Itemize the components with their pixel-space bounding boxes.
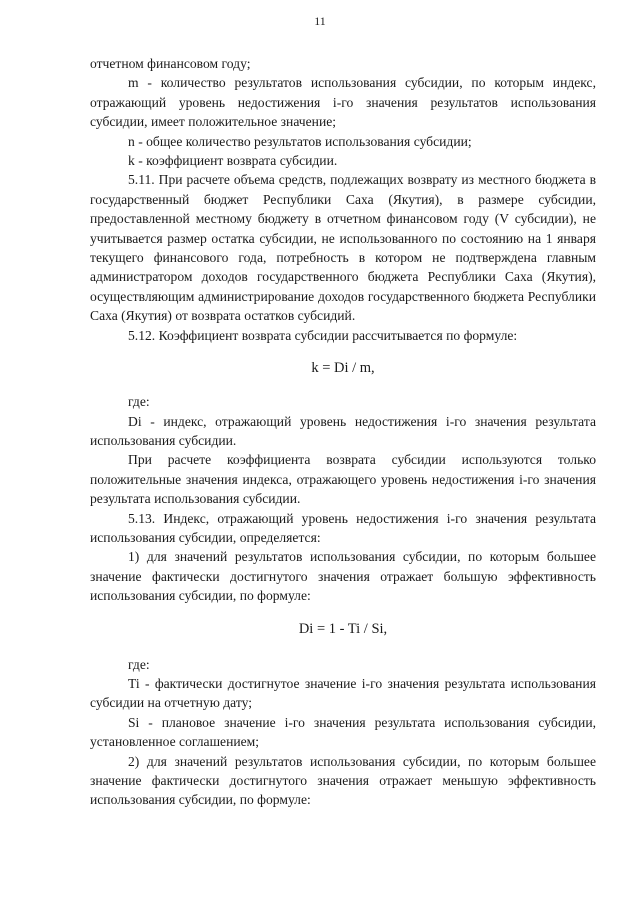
where-label-2: где: (128, 656, 150, 672)
paragraph-n-definition: n - общее количество результатов использования субсидии; (128, 133, 472, 149)
paragraph-5-13: 5.13. Индекс, отражающий уровень недостижения i-го значения результата использования субсидии, определяется: (90, 510, 596, 545)
paragraph-k-definition: k - коэффициент возврата субсидии. (128, 153, 338, 169)
paragraph-positive-values: При расчете коэффициента возврата субсидии используются только положительные значения индекса, отражающего уровень недостижения i-го значения результата использования субсидии. (90, 452, 596, 507)
paragraph-5-12: 5.12. Коэффициент возврата субсидии рассчитывается по формуле: (128, 327, 518, 343)
paragraph-case-1: 1) для значений результатов использования субсидии, по которым большее значение фактически достигнутого значения отражает большую эффективность использования субсидии, по формуле: (90, 549, 596, 604)
document-body (90, 54, 596, 810)
formula-di: Di = 1 - Ti / Si, (298, 620, 388, 637)
paragraph-m-definition: m - количество результатов использования субсидии, по которым индекс, отражающий уровень недостижения i-го значения результатов использования субсидии, имеет положительное значение; (90, 75, 596, 130)
where-label-1: где: (128, 394, 150, 410)
formula-k: k = Di / m, (311, 360, 375, 377)
paragraph-ti-definition: Ti - фактически достигнутое значение i-го значения результата использования субсидии на отчетную дату; (90, 675, 596, 711)
paragraph-di-definition: Di - индекс, отражающий уровень недостижения i-го значения результата использования субсидии. (90, 413, 596, 448)
paragraph-5-11: 5.11. При расчете объема средств, подлежащих возврату из местного бюджета в государственный бюджет Республики Саха (Якутия), в размере субсидии, предоставленной местному бюджету в отчетном финансовом году (V субсидии), не учитывается размер остатка субсидии, не использованного по состоянию на 1 января текущего финансового года, потребность в котором не подтверждена главным администратором доходов государственного бюджета Республики Саха (Якутия), осуществляющим администрирование доходов государственного бюджета Республики Саха (Якутия) от возврата остатков субсидий. (90, 172, 596, 324)
paragraph-continuation: отчетном финансовом году; (90, 56, 251, 71)
paragraph-si-definition: Si - плановое значение i-го значения результата использования субсидии, установленное соглашением; (90, 714, 596, 750)
page-number: 11 (314, 14, 326, 28)
paragraph-case-2: 2) для значений результатов использования субсидии, по которым большее значение фактически достигнутого значения отражает меньшую эффективность использования субсидии, по формуле: (90, 753, 596, 808)
